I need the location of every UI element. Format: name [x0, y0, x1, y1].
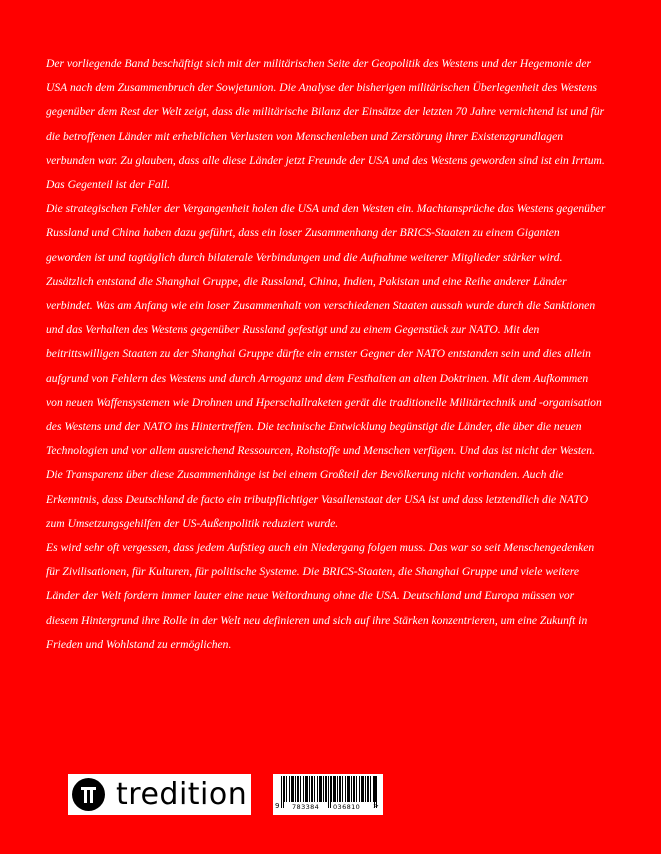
- blurb-paragraph-5: Es wird sehr oft vergessen, dass jedem Aufstieg auch ein Niedergang folgen muss. Das war so seit Menschengedenken für Zivilisationen, für Kulturen, für politische Systeme. Die BRICS-Staaten, die Shanghai Gruppe und viele weitere Länder der Welt fordern immer lauter eine neue Weltordnung ohne die USA. Deutschland und Europa müssen vor diesem Hintergrund ihre Rolle in der Welt neu definieren und sich auf ihre Stärken konzentrieren, um eine Zukunft in Frieden und Wohlstand zu ermöglichen.: [46, 541, 595, 651]
- publisher-logo: [68, 774, 251, 815]
- barcode-lead-digit: 9: [275, 802, 280, 810]
- tredition-logo-icon: [72, 778, 105, 811]
- barcode-bars: [281, 776, 377, 802]
- barcode-arrow: >: [373, 802, 379, 810]
- barcode-guard-left: [281, 776, 282, 808]
- barcode-guard-center: [328, 776, 329, 808]
- blurb-paragraph-1: Der vorliegende Band beschäftigt sich mit der militärischen Seite der Geopolitik des Westens und der Hegemonie der USA nach dem Zusammenbruch der Sowjetunion. Die Analyse der bisherigen militärischen Überlegenheit des Westens gegenüber dem Rest der Welt zeigt, dass die militärische Bilanz der Einsätze der letzten 70 Jahre vernichtend ist und für die betroffenen Länder mit erheblichen Verlusten von Menschenleben und Zerstörung ihrer Existenzgrundlagen verbunden war. Zu glauben, dass alle diese Länder jetzt Freunde der USA und des Westens geworden sind ist ein Irrtum. Das Gegenteil ist der Fall.: [46, 57, 605, 192]
- barcode-left-digits: 783384: [292, 803, 320, 811]
- publisher-name: tredition: [116, 777, 248, 812]
- barcode-right-digits: 036810: [333, 803, 361, 811]
- isbn-barcode: [273, 774, 383, 815]
- blurb-paragraph-2: Die strategischen Fehler der Vergangenheit holen die USA und den Westen ein. Machtansprüche das Westens gegenüber Russland und China haben dazu geführt, dass ein loser Zusammenhang der BRICS-Staaten zu einem Giganten geworden ist und tagtäglich durch bilaterale Verbindungen und die Aufnahme weiterer Mitglieder stärker wird.: [46, 202, 606, 264]
- barcode-guard-center-2: [330, 776, 331, 808]
- blurb-paragraph-4: Die Transparenz über diese Zusammenhänge ist bei einem Großteil der Bevölkerung nicht vorhanden. Auch die Erkenntnis, dass Deutschland de facto ein tributpflichtiger Vasallenstaat der USA ist und dass letztendlich die NATO zum Umsetzungsgehilfen der US-Außenpolitik reduziert wurde.: [46, 468, 589, 530]
- barcode-guard-left-2: [283, 776, 284, 808]
- back-cover-blurb: [46, 52, 606, 657]
- blurb-paragraph-3: Zusätzlich entstand die Shanghai Gruppe, die Russland, China, Indien, Pakistan und eine Reihe anderer Länder verbindet. Was am Anfang wie ein loser Zusammenhalt von verschiedenen Staaten aussah wurde durch die Sanktionen und das Verhalten des Westens gegenüber Russland gefestigt und zu einem Gegenstück zur NATO. Mit den beitrittswilligen Staaten zu der Shanghai Gruppe dürfte ein ernster Gegner der NATO entstanden sein und dies allein aufgrund von Fehlern des Westens und durch Arroganz und dem Festhalten an alten Doktrinen. Mit dem Aufkommen von neuen Waffensystemen wie Drohnen und Hperschallraketen gerät die traditionelle Militärtechnik und -organisation des Westens und der NATO ins Hintertreffen. Die technische Entwicklung begünstigt die Länder, die über die neuen Technologien und vor allem ausreichend Ressourcen, Rohstoffe und Menschen verfügen. Und das ist nicht der Westen.: [46, 274, 602, 458]
